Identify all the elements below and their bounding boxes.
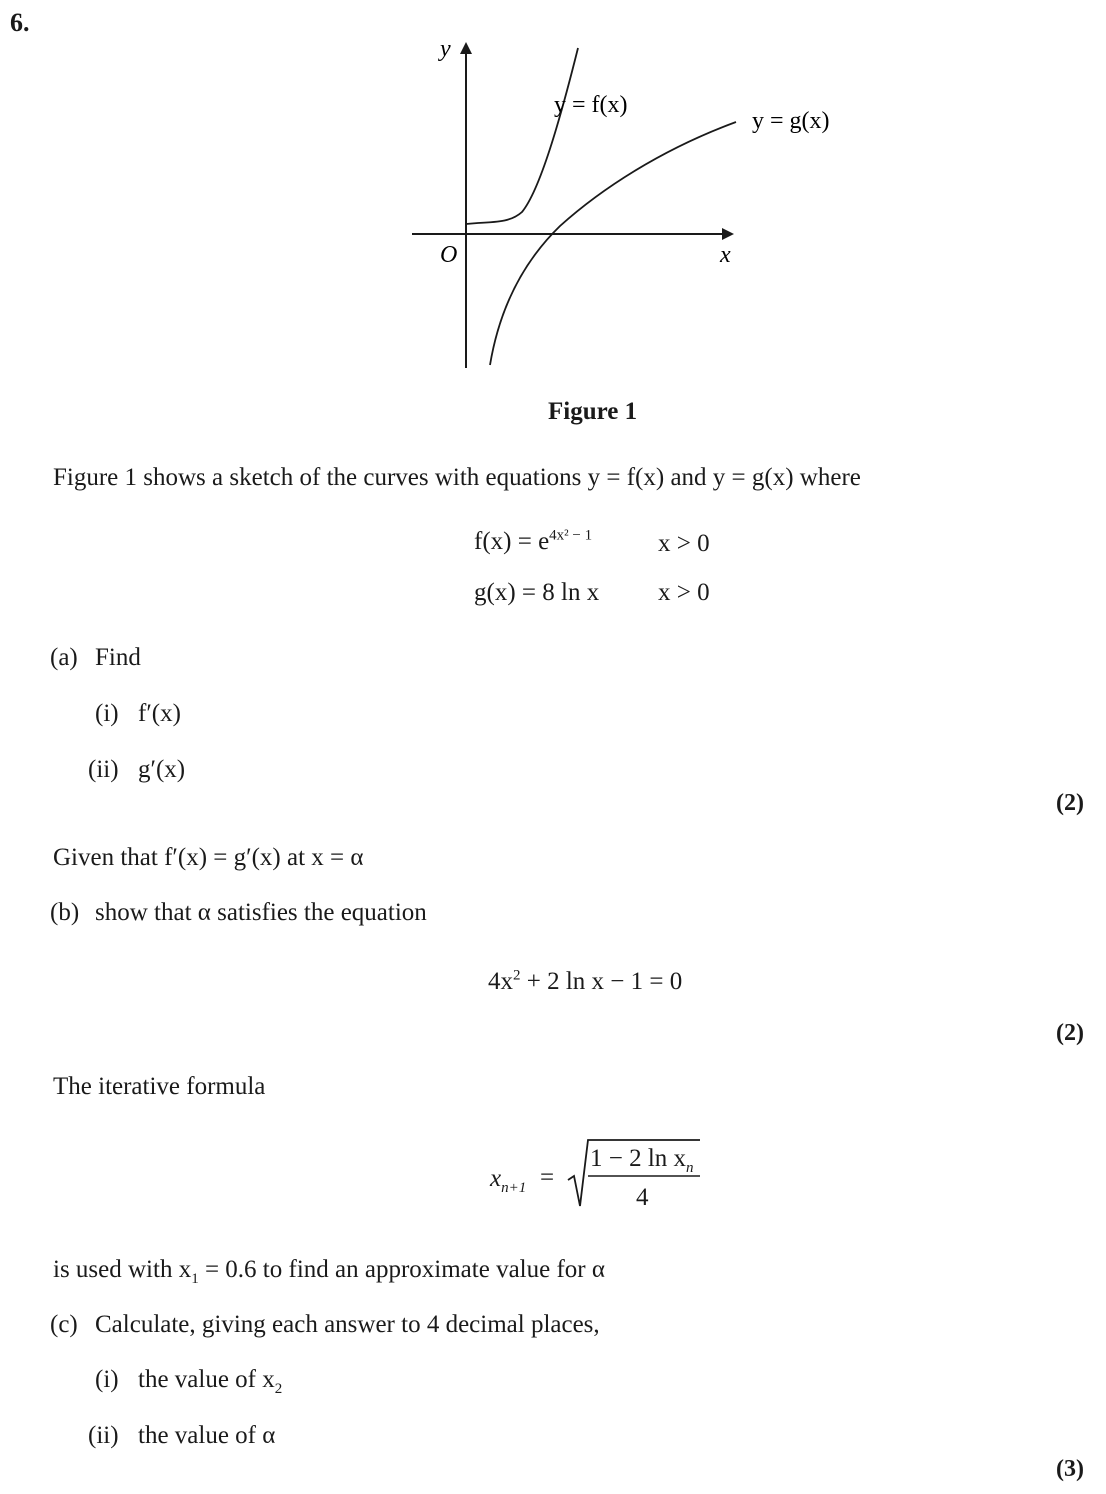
part-a-ii-label: (ii) bbox=[88, 756, 119, 783]
usage-sub: 1 bbox=[191, 1271, 199, 1287]
part-c-ii-text: the value of α bbox=[138, 1422, 276, 1449]
part-b-marks: (2) bbox=[1056, 1020, 1084, 1046]
part-a-label: (a) bbox=[50, 644, 78, 671]
iterative-lhs bbox=[490, 1165, 527, 1196]
f-definition-lhs: f(x) = e bbox=[474, 528, 550, 555]
iterative-denominator: 4 bbox=[636, 1184, 649, 1211]
part-c-i-sub: 2 bbox=[274, 1381, 283, 1397]
figure-caption: Figure 1 bbox=[548, 398, 638, 425]
g-definition: g(x) = 8 ln x bbox=[474, 579, 600, 606]
equation-lead: 4x bbox=[488, 968, 513, 995]
part-a-marks: (2) bbox=[1056, 790, 1084, 816]
iterative-usage bbox=[53, 1256, 605, 1287]
part-b-label: (b) bbox=[50, 899, 80, 926]
usage-post: = 0.6 to find an approximate value for α bbox=[198, 1256, 605, 1283]
part-c-label: (c) bbox=[50, 1311, 78, 1338]
iterative-numerator-sub: n bbox=[686, 1160, 694, 1176]
part-a-ii-text: g′(x) bbox=[138, 756, 186, 783]
f-curve-label: y = f(x) bbox=[554, 92, 628, 118]
g-domain: x > 0 bbox=[658, 579, 710, 606]
given-text: Given that f′(x) = g′(x) at x = α bbox=[53, 844, 364, 871]
g-curve bbox=[490, 122, 736, 365]
part-c-i-text bbox=[138, 1366, 283, 1397]
part-c-i-label: (i) bbox=[95, 1366, 119, 1393]
part-c-ii-label: (ii) bbox=[88, 1422, 119, 1449]
part-a-i-label: (i) bbox=[95, 700, 119, 727]
part-c-marks: (3) bbox=[1056, 1456, 1084, 1482]
f-definition-exponent: 4x² − 1 bbox=[549, 527, 593, 544]
y-axis-label: y bbox=[440, 36, 451, 62]
question-number: 6. bbox=[10, 8, 30, 37]
equation-sup: 2 bbox=[513, 967, 521, 984]
iterative-numerator bbox=[590, 1145, 694, 1176]
origin-label: O bbox=[440, 242, 458, 268]
part-a-i-text: f′(x) bbox=[138, 700, 181, 727]
part-a-text: Find bbox=[95, 644, 141, 671]
usage-pre: is used with x bbox=[53, 1256, 192, 1283]
f-domain: x > 0 bbox=[658, 530, 710, 557]
iterative-intro: The iterative formula bbox=[53, 1073, 266, 1100]
f-definition bbox=[474, 528, 592, 556]
equation-rest: + 2 ln x − 1 = 0 bbox=[520, 968, 683, 995]
iterative-lhs-x: x bbox=[490, 1165, 502, 1192]
part-b-text: show that α satisfies the equation bbox=[95, 899, 427, 926]
iterative-equals: = bbox=[540, 1164, 555, 1191]
part-c-i-main: the value of x bbox=[138, 1366, 275, 1393]
intro-text: Figure 1 shows a sketch of the curves with equations y = f(x) and y = g(x) where bbox=[53, 464, 861, 491]
figure-1-sketch bbox=[400, 30, 860, 375]
iterative-numerator-text: 1 − 2 ln x bbox=[590, 1145, 687, 1172]
x-axis-label: x bbox=[720, 242, 731, 268]
iterative-lhs-sub: n+1 bbox=[501, 1180, 527, 1196]
part-c-text: Calculate, giving each answer to 4 decimal places, bbox=[95, 1311, 600, 1338]
g-curve-label: y = g(x) bbox=[752, 108, 830, 134]
part-b-equation bbox=[488, 968, 682, 996]
f-curve bbox=[466, 48, 578, 224]
